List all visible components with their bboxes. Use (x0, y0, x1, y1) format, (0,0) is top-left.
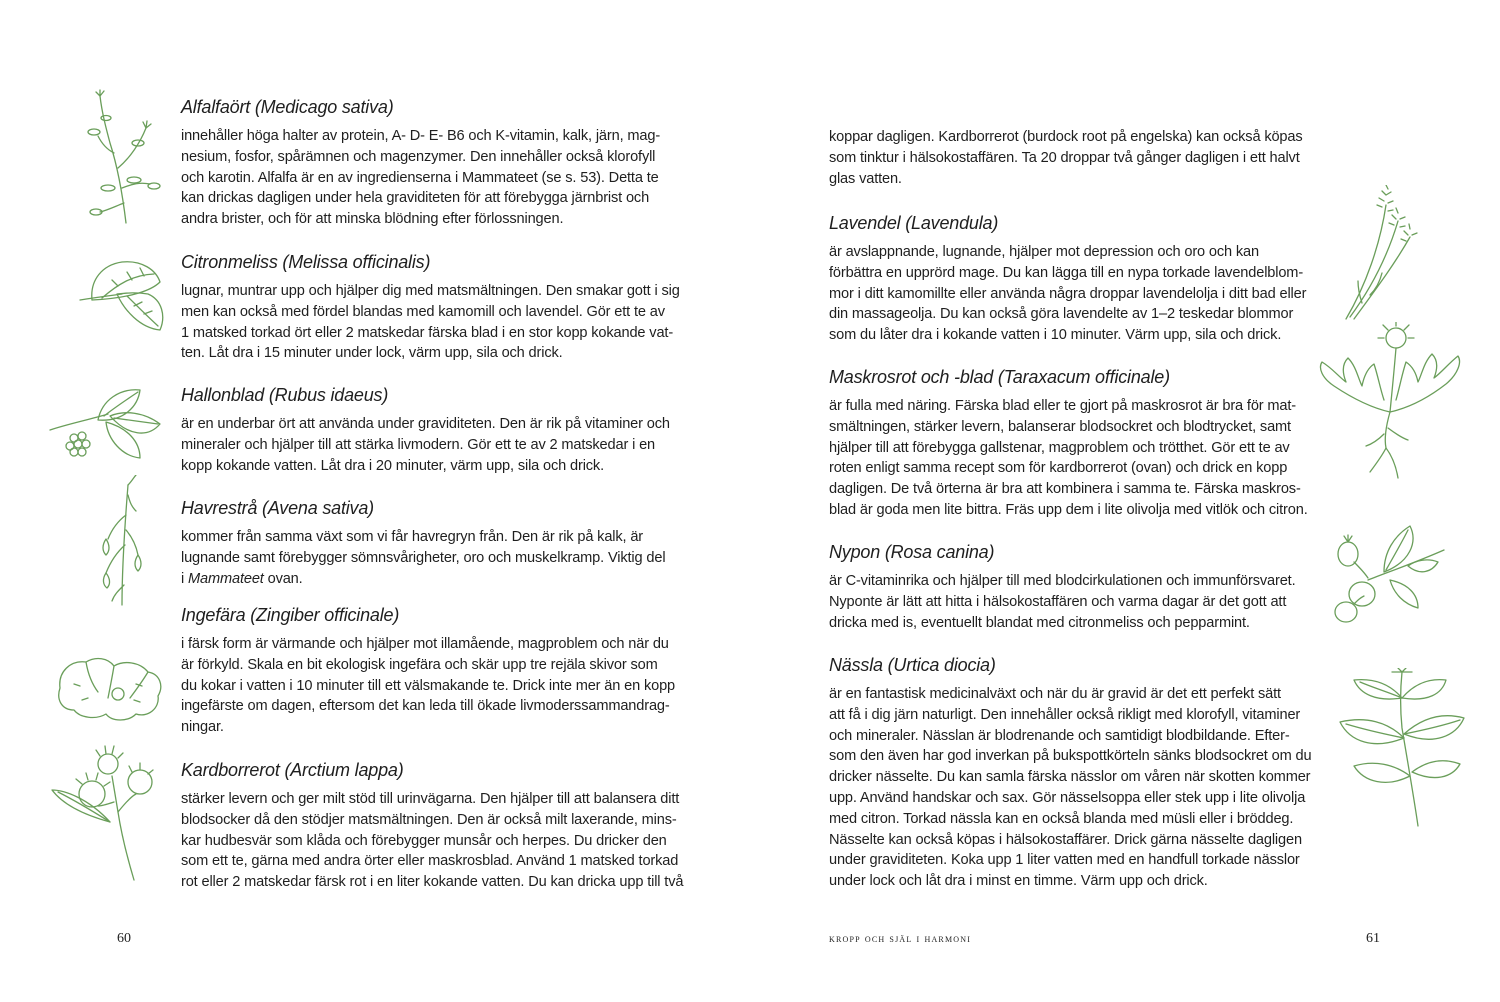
entry-title: Maskrosrot och -blad (Taraxacum officinale) (829, 367, 1170, 387)
ginger-illustration-icon (52, 648, 167, 723)
entry-nypon (829, 541, 1349, 633)
entry-body: är en underbar ört att använda under graviditeten. Den är rik på vitaminer och mineraler och hjälper till att stärka livmodern. Gör ett te av 2 matskedar i en kopp kokande vatten. Låt dra i 20 minuter, värm upp, sila och drick. (181, 416, 670, 474)
entry-body: lugnar, muntrar upp och hjälper dig med matsmältningen. Den smakar gott i sig men kan också med fördel blandas med kamomill och lavendel. Gör ett te av 1 matsked torkad ört eller 2 matskedar färska blad i en stor kopp kokande vat- ten. Låt dra i 15 minuter under lock, värm upp, sila och drick. (181, 283, 680, 362)
entry-title: Nässla (Urtica diocia) (829, 655, 996, 675)
burdock-illustration-icon (48, 742, 163, 882)
entry-title: Nypon (Rosa canina) (829, 542, 995, 562)
entry-title: Hallonblad (Rubus idaeus) (181, 385, 389, 405)
right-page (750, 0, 1500, 1002)
entry-body: är avslappnande, lugnande, hjälper mot depression och oro och kan förbättra en upprörd mage. Du kan lägga till en nypa torkade lavendelblom- mor i ditt kamomillte eller använda några droppar lavendelolja i ditt bad eller din massageolja. Du kan också göra lavendelte av 1–2 teskedar blommor som du låter dra i kokande vatten i 10 minuter. Värm upp, sila och drick. (829, 244, 1307, 344)
entry-body: är C-vitaminrika och hjälper till med blodcirkulationen och immunförsvaret. Nyponte är lätt att hitta i hälsokostaffären och varma dagar är det gott att dricka med is, eventuellt blandat med citronmeliss och pepparmint. (829, 573, 1296, 631)
entry-title: Citronmeliss (Melissa officinalis) (181, 252, 431, 272)
entry-body: i färsk form är värmande och hjälper mot illamående, magproblem och när du är förkyld. Skala en bit ekologisk ingefära och skär upp tre rejäla skivor som du kokar i vatten i 10 minuter till ett välsmakande te. Drick inte mer än en kopp ingefärste om dagen, eftersom det kan leda till ökade livmoderssammandrag- ningar. (181, 636, 676, 736)
entry-body: innehåller höga halter av protein, A- D- E- B6 och K-vitamin, kalk, järn, mag- nesium, fosfor, spårämnen och magenzymer. Den innehåller också klorofyll och karotin. Alfalfa är en av ingredienserna i Mammateet (se s. 53). Detta te kan drickas dagligen under hela graviditeten för att förebygga järnbrist och andra brister, och för att minska blödning efter förlossningen. (181, 128, 661, 228)
entry-body: är fulla med näring. Färska blad eller te gjort på maskrosrot är bra för mat- smältningen, stärker levern, balanserar blodsockret och blodtrycket, samt hjälper till att förebygga gallstenar, magproblem och trötthet. Gör ett te av roten enligt samma recept som för kardborrerot (ovan) och drick en kopp dagligen. De två örterna är bra att kombinera i samma te. Färska maskros- blad är goda men lite bittra. Fräs upp dem i lite olivolja med vitlök och citron. (829, 398, 1308, 518)
entry-continuation (829, 127, 1349, 189)
entry-citronmeliss (181, 251, 721, 364)
entry-title: Havrestrå (Avena sativa) (181, 498, 374, 518)
entry-kardborrerot (181, 759, 726, 893)
entry-nassla (829, 654, 1349, 892)
lavender-illustration-icon (1336, 185, 1426, 325)
oat-illustration-icon (92, 475, 152, 610)
entry-lavendel (829, 212, 1349, 346)
entry-alfalfa (181, 96, 721, 230)
nettle-illustration-icon (1330, 668, 1470, 828)
raspberry-illustration-icon (48, 380, 168, 465)
entry-body: stärker levern och ger milt stöd till urinvägarna. Den hjälper till att balansera ditt blodsocker då den stödjer matsmältningen. Den är också milt laxerande, mins- kar hudbesvär som klåda och förebygger munsår och herpes. Du dricker den som ett te, gärna med andra örter eller maskrosblad. Använd 1 matsked torkad rot eller 2 matskedar färsk rot i en liter kokande vatten. Du kan dricka upp till två (181, 791, 684, 891)
entry-body: är en fantastisk medicinalväxt och när du är gravid är det ett perfekt sätt att få i dig järn naturligt. Den innehåller också rikligt med klorofyll, vitaminer och mineraler. Nässlan är blodrenande och samtidigt blodbildande. Efter- som den även har god inverkan på bukspottkörteln sänks blodsockret om du dricker nässelte. Du kan samla färska nässlor om våren när skotten kommer upp. Använd handskar och sax. Gör nässelsoppa eller stek upp i lite olivolja med citron. Torkad nässla kan en också blanda med müsli eller i bröddeg. Nässelte kan också köpas i hälsokostaffärer. Drick gärna nässelte dagligen under graviditeten. Koka upp 1 liter vatten med en handfull torkade nässlor under lock och låt dra i minst en timme. Värm upp och drick. (829, 686, 1312, 890)
entry-hallonblad (181, 384, 721, 476)
alfalfa-illustration-icon (78, 88, 168, 228)
entry-maskrosrot (829, 366, 1349, 521)
entry-ingefara (181, 604, 721, 738)
entry-title: Lavendel (Lavendula) (829, 213, 999, 233)
page-number-left: 60 (117, 931, 131, 946)
lemon-balm-illustration-icon (72, 250, 172, 335)
entry-title: Kardborrerot (Arctium lappa) (181, 760, 404, 780)
entry-title: Ingefära (Zingiber officinale) (181, 605, 400, 625)
entry-havrestra (181, 497, 721, 589)
running-head: kropp och själ i harmoni (829, 933, 972, 945)
entry-body: kommer från samma växt som vi får havregryn från. Den är rik på kalk, är lugnande samt förebygger sömnsvårigheter, oro och muskelkramp. Viktig del i Mammateet ovan. (181, 529, 666, 587)
entry-title: Alfalfaört (Medicago sativa) (181, 97, 394, 117)
entry-body: koppar dagligen. Kardborrerot (burdock root på engelska) kan också köpas som tinktur i hälsokostaffären. Ta 20 droppar två gånger dagligen i ett halvt glas vatten. (829, 129, 1303, 187)
page-number-right: 61 (1366, 931, 1380, 946)
